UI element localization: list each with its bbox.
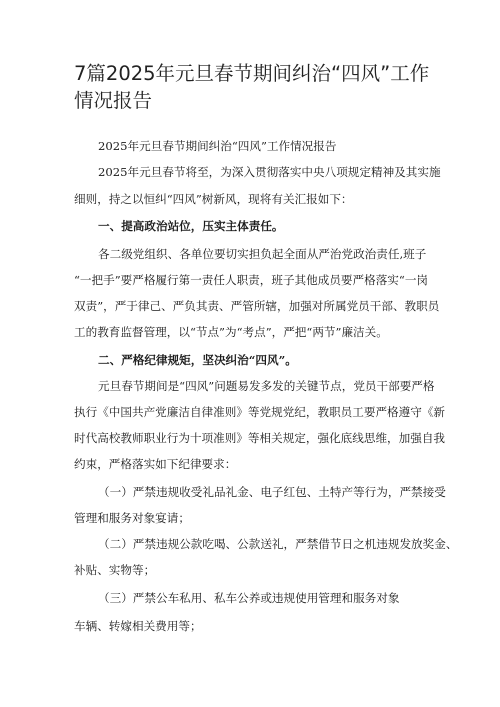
section-1-line: 工的教育监督管理，以“节点”为“考点”，严把“两节”廉洁关。 [74, 325, 388, 339]
section-1-line: 各二级党组织、各单位要切实担负起全面从严治党政治责任,班子 [98, 247, 427, 261]
section-2-line: 时代高校教师职业行为十项准则》等相关规定，强化底线思维，加强自我 [74, 431, 446, 445]
section-1-line: 双责”，严于律己、严负其责、严管所辖，加强对所属党员干部、教职员 [74, 299, 440, 313]
intro-line: 2025年元旦春节将至，为深入贯彻落实中央八项规定精神及其实施 [98, 165, 441, 179]
rule-item-line: （一）严禁违规收受礼品礼金、电子红包、土特产等行为，严禁接受 [98, 485, 446, 499]
title-line: 7篇2025年元旦春节期间纠治“四风”工作 [74, 62, 430, 85]
section-2-line: 约束，严格落实如下纪律要求： [74, 457, 237, 471]
rule-item-line: 车辆、转嫁相关费用等； [74, 619, 202, 633]
rule-item-line: 管理和服务对象宴请； [74, 511, 190, 525]
rule-item-line: 补贴、实物等； [74, 563, 156, 577]
rule-item-line: （二）严禁违规公款吃喝、公款送礼，严禁借节日之机违规发放奖金、 [98, 537, 458, 551]
document-title [74, 60, 444, 114]
section-1-line: “一把手”要严格履行第一责任人职责，班子其他成员要严格落实“一岗 [74, 273, 429, 287]
section-1-heading: 一、提高政治站位，压实主体责任。 [98, 219, 284, 233]
section-2-heading: 二、严格纪律规矩，坚决纠治“四风”。 [98, 353, 297, 367]
section-2-line: 元旦春节期间是“四风”问题易发多发的关键节点，党员干部要严格 [98, 379, 435, 393]
intro-line: 细则，持之以恒纠“四风”树新风，现将有关汇报如下： [74, 192, 353, 206]
document-subtitle: 2025年元旦春节期间纠治“四风”工作情况报告 [98, 139, 337, 153]
section-2-line: 执行《中国共产党廉洁自律准则》等党规党纪，教职员工要严格遵守《新 [74, 405, 446, 419]
title-line: 情况报告 [74, 89, 153, 112]
rule-item-line: （三）严禁公车私用、私车公养或违规使用管理和服务对象 [98, 591, 400, 605]
